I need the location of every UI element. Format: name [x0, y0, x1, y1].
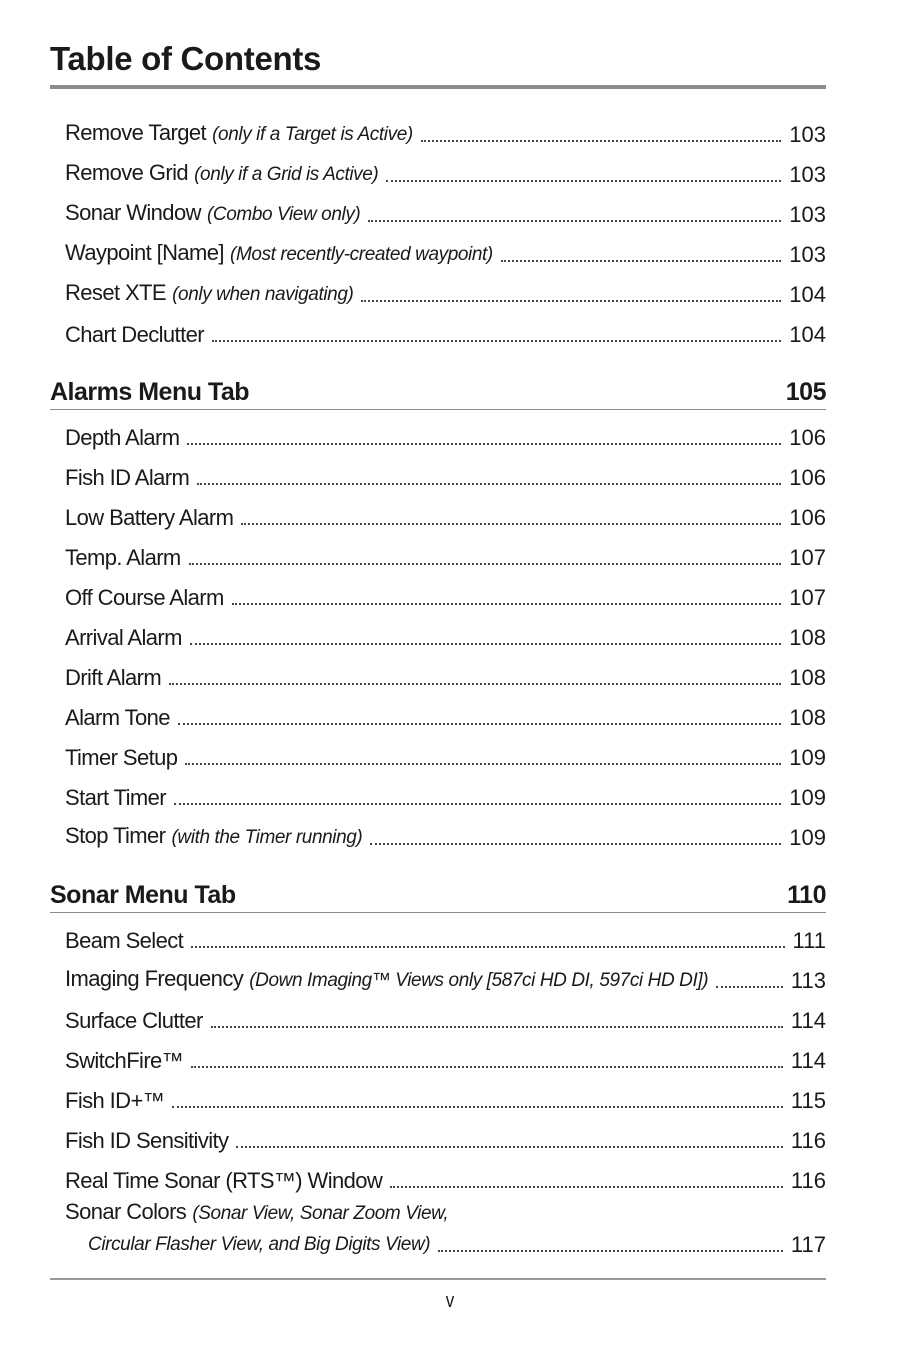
- toc-entry[interactable]: [65, 1044, 826, 1074]
- dot-leader: [197, 483, 781, 485]
- toc-entry[interactable]: [65, 198, 826, 228]
- toc-entry-note: (Most recently-created waypoint): [230, 244, 493, 265]
- dot-leader: [211, 1026, 783, 1028]
- toc-entry[interactable]: [65, 701, 826, 731]
- toc-entry[interactable]: [65, 541, 826, 571]
- dot-leader: [178, 723, 781, 725]
- toc-entry-title: [65, 1048, 183, 1074]
- toc-entry-page: 104: [789, 322, 826, 347]
- toc-entry-page: 108: [789, 705, 826, 730]
- title-rule: [50, 85, 826, 89]
- toc-entry-label: Fish ID Alarm: [65, 465, 190, 490]
- toc-entry-page: 107: [789, 585, 826, 610]
- dot-leader: [241, 523, 781, 525]
- toc-entry-title: [65, 425, 179, 451]
- dot-leader: [236, 1146, 783, 1148]
- toc-entry-page: 116: [790, 1128, 826, 1153]
- toc-entry[interactable]: [65, 238, 826, 268]
- dot-leader: [212, 340, 781, 342]
- footer-rule: [50, 1278, 826, 1280]
- toc-entry-label: Imaging Frequency: [65, 966, 244, 991]
- toc-entry-page: 104: [789, 282, 826, 307]
- toc-entry-label: Drift Alarm: [65, 665, 162, 690]
- toc-entry-label: Remove Grid: [65, 160, 188, 185]
- toc-entry-page: 117: [790, 1232, 826, 1257]
- toc-entry-label: Surface Clutter: [65, 1008, 203, 1033]
- toc-entry-title: [65, 1168, 382, 1194]
- toc-entry-title: [65, 705, 170, 731]
- toc-entry[interactable]: [65, 821, 826, 851]
- dot-leader: [361, 300, 781, 302]
- toc-entry-note: (with the Timer running): [171, 827, 363, 848]
- toc-entry-title: [65, 785, 166, 811]
- toc-entry-label: Low Battery Alarm: [65, 505, 234, 530]
- toc-entry-label: Remove Target: [65, 120, 206, 145]
- toc-entry-label: Fish ID Sensitivity: [65, 1128, 229, 1153]
- toc-entry-label: Waypoint [Name]: [65, 240, 224, 265]
- toc-entry-page: 106: [789, 465, 826, 490]
- toc-entry-note: Circular Flasher View, and Big Digits View): [88, 1234, 431, 1255]
- toc-entry-title: [65, 1088, 164, 1114]
- toc-entry-note: (only when navigating): [172, 284, 354, 305]
- toc-entry-note: (only if a Grid is Active): [194, 164, 379, 185]
- dot-leader: [390, 1186, 783, 1188]
- toc-entry-title: [65, 465, 189, 491]
- toc-entry-title: [65, 585, 224, 611]
- toc-entry-page: 113: [790, 968, 826, 993]
- toc-entry-page: 106: [789, 425, 826, 450]
- dot-leader: [421, 140, 781, 142]
- toc-entry-label: Real Time Sonar (RTS™) Window: [65, 1168, 383, 1193]
- toc-entry-page: 103: [789, 202, 826, 227]
- dot-leader: [501, 260, 781, 262]
- toc-entry-title: [65, 1008, 203, 1034]
- toc-entry-title: [65, 160, 378, 188]
- toc-entry-label: Chart Declutter: [65, 322, 204, 347]
- toc-entry-title: [65, 665, 161, 691]
- toc-entry-page: 109: [789, 785, 826, 810]
- toc-entry-label: Off Course Alarm: [65, 585, 224, 610]
- toc-entry-page: 108: [789, 625, 826, 650]
- toc-entry-title: [65, 928, 183, 954]
- dot-leader: [191, 1066, 783, 1068]
- section-page: 110: [787, 881, 826, 909]
- section-heading[interactable]: [50, 878, 826, 913]
- toc-entry-title: [65, 1128, 228, 1154]
- toc-entry[interactable]: [65, 1084, 826, 1114]
- toc-entry-label: Sonar Colors: [65, 1199, 187, 1224]
- toc-entry-label: Alarm Tone: [65, 705, 170, 730]
- dot-leader: [169, 683, 781, 685]
- toc-entry[interactable]: [65, 1004, 826, 1034]
- toc-entry[interactable]: [65, 118, 826, 148]
- dot-leader: [438, 1250, 783, 1252]
- toc-entry-title: [65, 322, 204, 348]
- toc-entry[interactable]: [65, 781, 826, 811]
- toc-entry-page: 115: [790, 1088, 826, 1113]
- toc-entry[interactable]: [65, 1124, 826, 1154]
- toc-entry-label: SwitchFire™: [65, 1048, 184, 1073]
- toc-entry-page: 103: [789, 162, 826, 187]
- page-number: v: [445, 1290, 455, 1312]
- toc-entry[interactable]: [65, 318, 826, 348]
- dot-leader: [185, 763, 781, 765]
- toc-entry-label: Reset XTE: [65, 280, 166, 305]
- toc-entry-title: [65, 823, 362, 851]
- dot-leader: [716, 986, 783, 988]
- toc-entry-page: 114: [790, 1008, 826, 1033]
- dot-leader: [190, 643, 781, 645]
- toc-entry-page: 109: [789, 745, 826, 770]
- toc-entry-title: [65, 966, 708, 994]
- section-title: Alarms Menu Tab: [50, 378, 250, 406]
- toc-entry-page: 108: [789, 665, 826, 690]
- dot-leader: [368, 220, 781, 222]
- toc-entry[interactable]: [65, 741, 826, 771]
- toc-entry-title: [88, 1230, 430, 1258]
- toc-entry-page: 109: [789, 825, 826, 850]
- toc-entry-page: 103: [789, 242, 826, 267]
- toc-entry-label: Sonar Window: [65, 200, 201, 225]
- toc-entry[interactable]: [65, 421, 826, 451]
- toc-entry-title: [65, 280, 353, 308]
- toc-entry-second-line[interactable]: [88, 1228, 826, 1258]
- toc-entry-label: Fish ID+™: [65, 1088, 165, 1113]
- toc-entry[interactable]: [65, 661, 826, 691]
- toc-entry-note: (only if a Target is Active): [212, 124, 413, 145]
- toc-entry-title: [65, 745, 177, 771]
- toc-entry[interactable]: [65, 278, 826, 308]
- dot-leader: [187, 443, 781, 445]
- section-title: Sonar Menu Tab: [50, 881, 236, 909]
- toc-entry-title: [65, 200, 360, 228]
- toc-entry-label: Timer Setup: [65, 745, 178, 770]
- toc-entry-page: 111: [792, 928, 826, 953]
- toc-entry[interactable]: [65, 621, 826, 651]
- toc-entry-first-line[interactable]: [65, 1199, 448, 1225]
- dot-leader: [370, 843, 781, 845]
- section-page: 105: [785, 378, 826, 406]
- dot-leader: [386, 180, 781, 182]
- section-heading[interactable]: [50, 375, 826, 410]
- toc-entry-title: [65, 625, 182, 651]
- toc-entry-label: Stop Timer: [65, 823, 166, 848]
- toc-entry[interactable]: [65, 581, 826, 611]
- toc-entry-page: 114: [790, 1048, 826, 1073]
- toc-entry-page: 116: [790, 1168, 826, 1193]
- dot-leader: [174, 803, 781, 805]
- toc-entry-note: (Sonar View, Sonar Zoom View,: [192, 1203, 449, 1224]
- dot-leader: [191, 946, 784, 948]
- toc-entry-label: Beam Select: [65, 928, 184, 953]
- toc-entry-title: [65, 545, 181, 571]
- toc-entry-label: Arrival Alarm: [65, 625, 182, 650]
- toc-entry[interactable]: [65, 501, 826, 531]
- toc-entry-title: [65, 240, 493, 268]
- toc-entry-page: 107: [789, 545, 826, 570]
- toc-entry-page: 106: [789, 505, 826, 530]
- toc-entry-title: [65, 505, 233, 531]
- toc-entry[interactable]: [65, 461, 826, 491]
- toc-entry-label: Temp. Alarm: [65, 545, 181, 570]
- dot-leader: [189, 563, 782, 565]
- toc-entry-title: [65, 120, 413, 148]
- toc-entry-label: Start Timer: [65, 785, 166, 810]
- toc-entry[interactable]: [65, 924, 826, 954]
- dot-leader: [172, 1106, 783, 1108]
- toc-entry-page: 103: [789, 122, 826, 147]
- toc-entry-note: (Down Imaging™ Views only [587ci HD DI, 597ci HD DI]): [249, 970, 709, 991]
- toc-entry[interactable]: [65, 964, 826, 994]
- page-title: Table of Contents: [50, 40, 322, 77]
- dot-leader: [232, 603, 782, 605]
- toc-entry[interactable]: [65, 158, 826, 188]
- toc-entry[interactable]: [65, 1164, 826, 1194]
- toc-entry-label: Depth Alarm: [65, 425, 180, 450]
- toc-entry-note: (Combo View only): [207, 204, 361, 225]
